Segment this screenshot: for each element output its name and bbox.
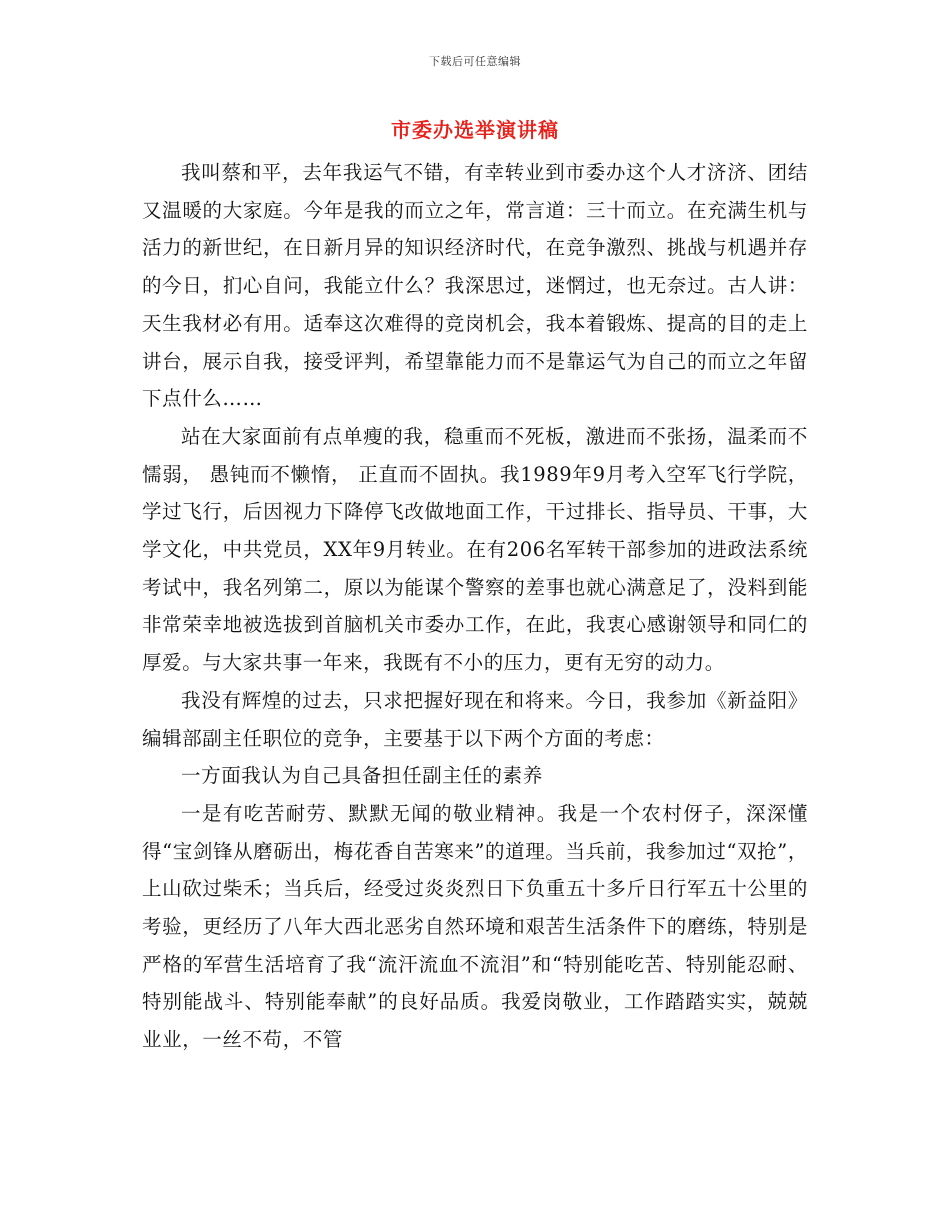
page-header: 下载后可任意编辑 bbox=[429, 55, 521, 68]
document-title: 市委办选举演讲稿 bbox=[391, 118, 559, 142]
paragraph-background: 站在大家面前有点单瘦的我，稳重而不死板，激进而不张扬，温柔而不懦弱， 愚钝而不懒惰， 正直而不固执。我1989年9月考入空军飞行学院，学过飞行，后因视力下降停飞改做地面工作，干过排长、指导员、干事，大学文化，中共党员，XX年9月转业。在有206名军转干部参加的进政法系统考试中，我名列第二，原以为能谋个警察的差事也就心满意足了，没料到能非常荣幸地被选拔到首脑机关市委办工作，在此，我衷心感谢领导和同仁的厚爱。与大家共事一年来，我既有不小的压力，更有无穷的动力。 bbox=[142, 424, 808, 675]
document-body bbox=[142, 154, 808, 1059]
paragraph-motivation: 我没有辉煌的过去，只求把握好现在和将来。今日，我参加《新益阳》编辑部副主任职位的竞争，主要基于以下两个方面的考虑： bbox=[142, 688, 808, 750]
paragraph-dedication: 一是有吃苦耐劳、默默无闻的敬业精神。我是一个农村伢子，深深懂得“宝剑锋从磨砺出，梅花香自苦寒来”的道理。当兵前，我参加过“双抢”，上山砍过柴禾；当兵后，经受过炎炎烈日下负重五十多斤日行军五十公里的考验，更经历了八年大西北恶劣自然环境和艰苦生活条件下的磨练，特别是严格的军营生活培育了我“流汗流血不流泪”和“特别能吃苦、特别能忍耐、特别能战斗、特别能奉献”的良好品质。我爱岗敬业，工作踏踏实实，兢兢业业，一丝不苟，不管 bbox=[142, 801, 808, 1052]
paragraph-section-heading: 一方面我认为自己具备担任副主任的素养 bbox=[181, 764, 543, 788]
paragraph-intro: 我叫蔡和平，去年我运气不错，有幸转业到市委办这个人才济济、团结又温暖的大家庭。今年是我的而立之年，常言道：三十而立。在充满生机与活力的新世纪，在日新月异的知识经济时代，在竞争激烈、挑战与机遇并存的今日，扪心自问，我能立什么？我深思过，迷惘过，也无奈过。古人讲：天生我材必有用。适奉这次难得的竞岗机会，我本着锻炼、提高的目的走上讲台，展示自我，接受评判，希望靠能力而不是靠运气为自己的而立之年留下点什么…… bbox=[142, 161, 808, 411]
